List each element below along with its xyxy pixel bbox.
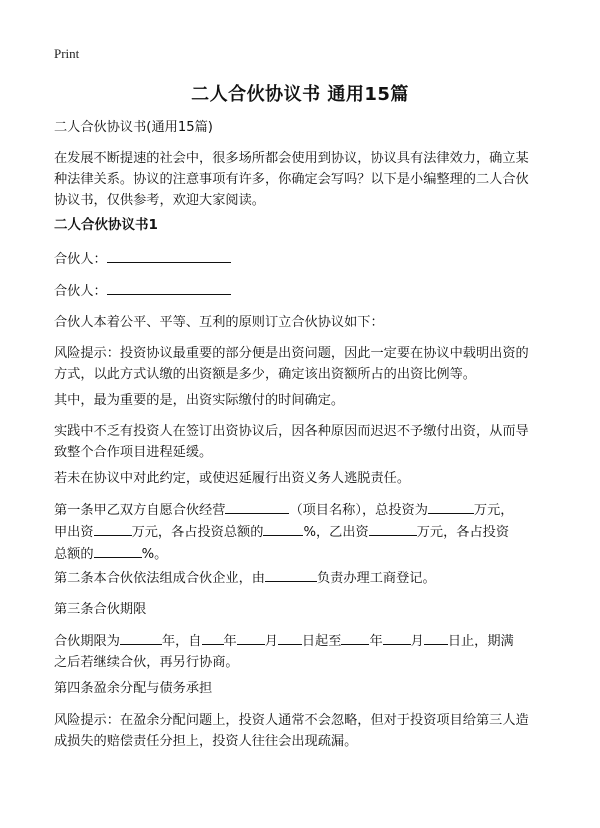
article-3-heading: 第三条合伙期限: [54, 602, 147, 617]
article-1-text: 万元，各占投资总额的: [131, 525, 264, 540]
partner-line-1: [54, 248, 554, 270]
article-1-text: %，乙出资: [303, 525, 369, 540]
intro-line: 种法律关系。协议的注意事项有许多，你确定会写吗？以下是小编整理的二人合伙: [54, 172, 529, 187]
intro-line: 协议书，仅供参考，欢迎大家阅读。: [54, 193, 265, 208]
practice-line: 致整个合作项目进程延缓。: [54, 445, 213, 460]
term-text: 之后若继续合伙，再另行协商。: [54, 655, 239, 670]
partner-label: 合伙人：: [54, 252, 107, 267]
subtitle: 二人合伙协议书(通用15篇): [54, 120, 213, 135]
partner-line-2: [54, 280, 554, 302]
term-text: ，自: [175, 634, 202, 649]
article-2: [54, 567, 554, 589]
start-year-blank: [202, 630, 224, 645]
article-1-text: 万元，各占投资: [416, 525, 510, 540]
term-paragraph: [54, 630, 554, 673]
term-years-blank: [120, 630, 162, 645]
principle-paragraph: 合伙人本着公平、平等、互利的原则订立合伙协议如下：: [54, 315, 384, 330]
article-1-text: 总额的: [54, 547, 94, 562]
important-paragraph: 其中，最为重要的是，出资实际缴付的时间确定。: [54, 393, 345, 408]
party-b-percent-blank: [94, 543, 142, 558]
end-day-blank: [424, 630, 448, 645]
article-1-text: 甲出资: [54, 525, 94, 540]
party-a-amount-blank: [94, 521, 132, 536]
registrar-blank: [265, 567, 317, 582]
section-heading: 二人合伙协议书1: [54, 217, 158, 233]
article-1-text: 第一条甲乙双方自愿合伙经营: [54, 503, 226, 518]
partner-label: 合伙人：: [54, 284, 107, 299]
intro-line: 在发展不断提速的社会中，很多场所都会使用到协议，协议具有法律效力，确立某: [54, 151, 529, 166]
risk-paragraph-2: [54, 710, 554, 752]
risk-line: 风险提示：投资协议最重要的部分便是出资问题，因此一定要在协议中载明出资的: [54, 346, 529, 361]
article-1-text: %。: [141, 547, 168, 562]
intro-paragraph: [54, 148, 554, 211]
term-text: 年: [161, 634, 176, 649]
term-text: 月: [264, 634, 278, 649]
article-1-text: 万元，: [473, 503, 514, 518]
risk-line: 方式，以此方式认缴的出资额是多少，确定该出资额所占的出资比例等。: [54, 367, 476, 382]
article-2-text: 负责办理工商登记。: [317, 571, 436, 586]
risk-line: 风险提示：在盈余分配问题上，投资人通常不会忽略，但对于投资项目给第三人造: [54, 713, 529, 728]
article-1: [54, 499, 554, 565]
risk-line: 成损失的赔偿责任分担上，投资人往往会出现疏漏。: [54, 734, 358, 749]
practice-paragraph: [54, 421, 554, 463]
term-text: 日止，期满: [447, 634, 514, 649]
article-4-heading: 第四条盈余分配与债务承担: [54, 681, 213, 696]
start-month-blank: [237, 630, 265, 645]
term-text: 年: [369, 634, 383, 649]
party-a-percent-blank: [263, 521, 303, 536]
note-paragraph: 若未在协议中对此约定，或使迟延履行出资义务人逃脱责任。: [54, 471, 411, 486]
article-1-text: （项目名称），总投资为: [289, 503, 428, 518]
page-title: 二人合伙协议书 通用15篇: [191, 84, 409, 105]
article-2-text: 第二条本合伙依法组成合伙企业，由: [54, 571, 265, 586]
partner-blank: [107, 280, 231, 295]
term-text: 日起至: [301, 634, 342, 649]
end-month-blank: [383, 630, 411, 645]
end-year-blank: [341, 630, 369, 645]
total-investment-blank: [428, 499, 474, 514]
party-b-amount-blank: [369, 521, 417, 536]
term-text: 月: [410, 634, 424, 649]
practice-line: 实践中不乏有投资人在签订出资协议后，因各种原因而迟迟不予缴付出资，从而导: [54, 424, 529, 439]
risk-paragraph-1: [54, 343, 554, 385]
start-day-blank: [278, 630, 302, 645]
project-name-blank: [225, 499, 289, 514]
term-text: 合伙期限为: [54, 634, 120, 649]
partner-blank: [107, 248, 231, 263]
print-link[interactable]: Print: [54, 46, 80, 61]
term-text: 年: [223, 634, 237, 649]
